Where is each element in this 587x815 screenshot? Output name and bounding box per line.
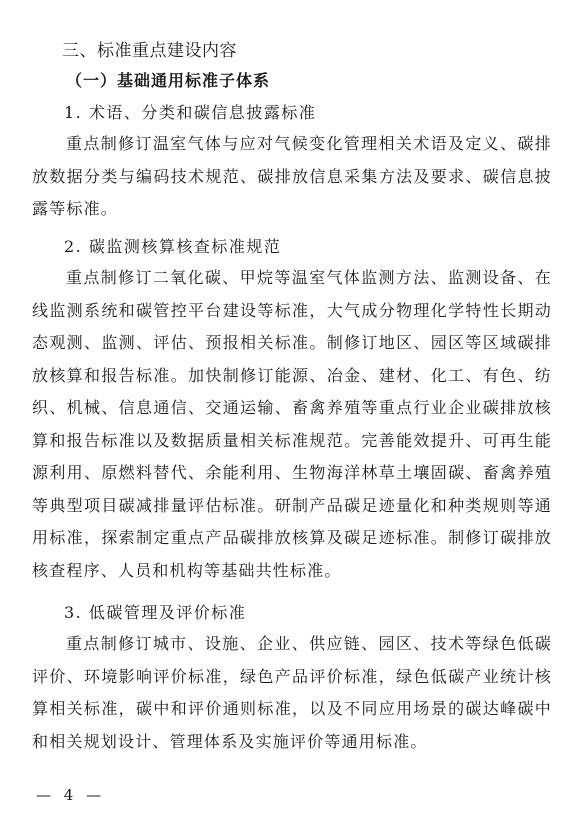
- item-heading-2: 2. 碳监测核算核查标准规范: [64, 237, 282, 256]
- item-heading-3: 3. 低碳管理及评价标准: [64, 603, 247, 622]
- subsection-heading: （一）基础通用标准子体系: [66, 71, 271, 90]
- item-paragraph-1: 重点制修订温室气体与应对气候变化管理相关术语及定义、碳排放数据分类与编码技术规范、碳排放信息采集方法及要求、碳信息披露等标准。: [32, 134, 552, 218]
- page-number: — 4 —: [36, 786, 106, 804]
- item-heading-1: 1. 术语、分类和碳信息披露标准: [64, 103, 317, 122]
- item-paragraph-3: 重点制修订城市、设施、企业、供应链、园区、技术等绿色低碳评价、环境影响评价标准，绿色产品评价标准，绿色低碳产业统计核算相关标准，碳中和评价通则标准，以及不同应用场景的碳达峰碳中和相关规划设计、管理体系及实施评价等通用标准。: [32, 634, 552, 751]
- item-paragraph-2: 重点制修订二氧化碳、甲烷等温室气体监测方法、监测设备、在线监测系统和碳管控平台建设等标准，大气成分物理化学特性长期动态观测、监测、评估、预报相关标准。制修订地区、园区等区域碳排放核算和报告标准。加快制修订能源、冶金、建材、化工、有色、纺织、机械、信息通信、交通运输、畜禽养殖等重点行业企业碳排放核算和报告标准以及数据质量相关标准规范。完善能效提升、可再生能源利用、原燃料替代、余能利用、生物海洋林草土壤固碳、畜禽养殖等典型项目碳减排量评估标准。研制产品碳足迹量化和种类规则等通用标准，探索制定重点产品碳排放核算及碳足迹标准。制修订碳排放核查程序、人员和机构等基础共性标准。: [32, 268, 552, 580]
- section-heading: 三、标准重点建设内容: [62, 41, 237, 61]
